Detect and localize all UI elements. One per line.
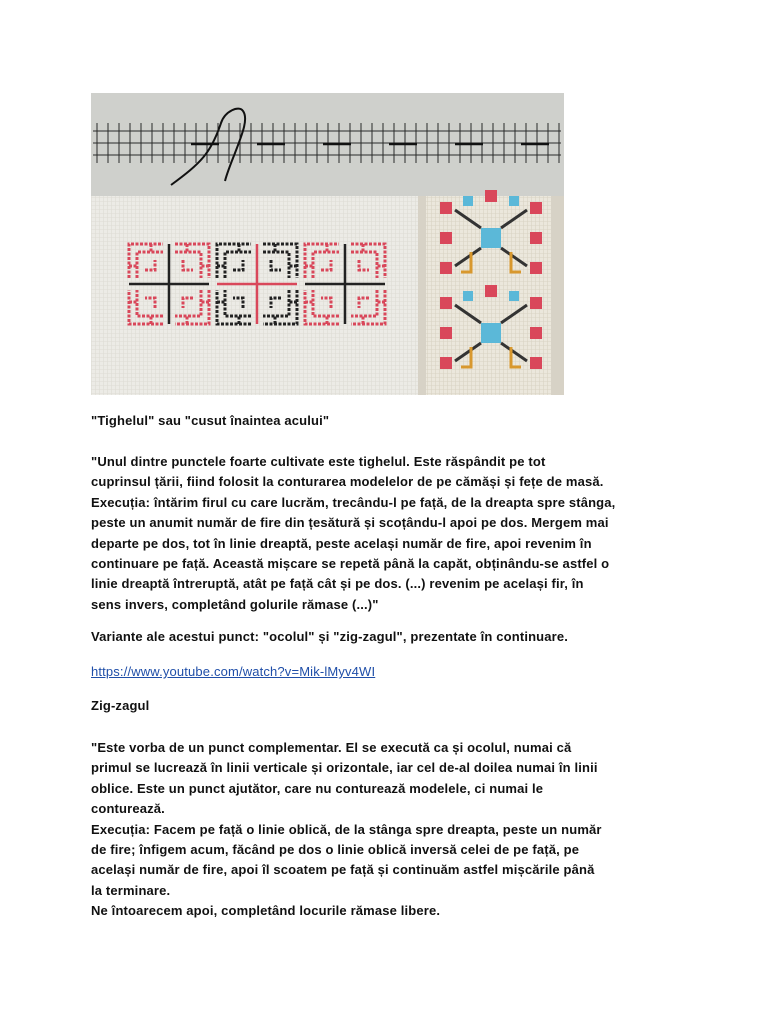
youtube-link[interactable]: https://www.youtube.com/watch?v=Mik-lMyv4WI (91, 664, 376, 679)
embroidery-photo (91, 93, 564, 395)
variants-paragraph: Variante ale acestui punct: "ocolul" și "zig-zagul", prezentate în continuare. (91, 629, 569, 644)
heading: "Tighelul" sau "cusut înaintea acului" (91, 413, 330, 428)
cloth-left (91, 196, 418, 395)
subheading: Zig-zagul (91, 698, 150, 713)
video-link-line (91, 662, 691, 682)
zigzag-paragraph: "Este vorba de un punct complementar. El se execută ca și ocolul, numai că primul se lucrează în linii verticale și orizontale, iar cel de-al doilea numai în linii oblice. Este un punct ajutător, care nu conturează modelele, ci numai le conturează. Execuția: Facem pe față o linie oblică, de la stânga spre dreapta, peste un număr de fire; înfigem acum, făcând pe dos o linie oblică inversă celei de pe față, pe același număr de fire, apoi îl scoatem pe față și continuăm astfel mișcările până la terminare. Ne întoarecem apoi, completând locurile rămase libere. (91, 740, 602, 919)
quote-paragraph: "Unul dintre punctele foarte cultivate este tighelul. Este răspândit pe tot cuprinsul țării, fiind folosit la conturarea modelelor de pe cămăși și fețe de masă. Execuția: întărim firul cu care lucrăm, trecându-l pe față, de la dreapta spre stânga, peste un anumit număr de fire din țesătură și scoțându-l apoi pe dos. Mergem mai departe pe dos, tot în linie dreaptă, peste același număr de fire, apoi revenim în continuare pe față. Această mișcare se repetă până la capăt, obținându-se astfel o linie dreaptă întreruptă, atât pe față cât și pe dos. (...) revenim pe același fir, în sens invers, completând golurile rămase (...)" (91, 454, 616, 612)
